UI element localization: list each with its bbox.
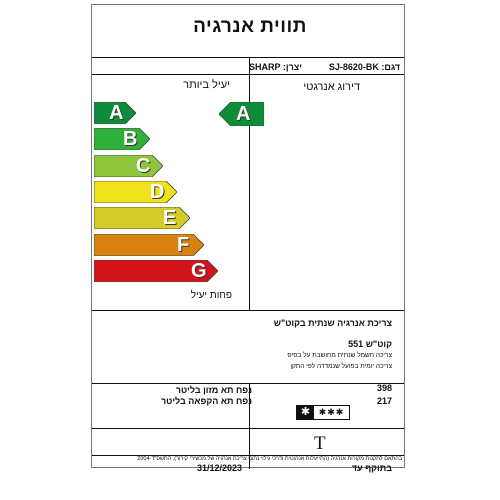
energy-class-letter: C xyxy=(136,155,151,177)
annual-consumption-value: 551 קוט"ש xyxy=(348,339,392,349)
less-efficient-label: פחות יעיל xyxy=(190,290,232,301)
freezer-volume-label: נפח תא הקפאה בליטר xyxy=(160,396,252,406)
energy-rating-letter: A xyxy=(236,103,251,125)
annual-consumption-label: צריכת אנרגיה שנתית בקוט"ש xyxy=(273,318,392,328)
model: SJ-8620-BK :דגם xyxy=(328,62,400,72)
freezer-volume-value: 217 xyxy=(376,396,392,406)
star-icons: ✱✱✱ xyxy=(318,407,345,417)
regulation-footnote: בהתאם לתקנות מקורות אנרגיה (התייעלות אנרגטית ודרכי גילוי נתוני צריכת אנרגיה של מכשירי קירור), התשס"ד-2004 xyxy=(137,456,402,462)
snowflake-icon: ✱ xyxy=(297,406,314,419)
energy-class-bar-d xyxy=(94,181,177,203)
energy-rating-arrow xyxy=(219,102,264,126)
energy-class-letter: A xyxy=(109,102,124,124)
energy-class-bar-f xyxy=(94,234,204,256)
energy-class-letter: F xyxy=(177,234,190,256)
consumption-note-2: צריכה יומית בפועל שנמדדה לפי התקן xyxy=(290,363,392,370)
energy-class-bar-g xyxy=(94,260,218,282)
section-divider-1 xyxy=(92,310,404,311)
header-divider xyxy=(92,74,404,75)
energy-class-letter: D xyxy=(150,181,165,203)
fresh-volume-value: 398 xyxy=(376,383,392,393)
label-title: תווית אנרגיה xyxy=(193,16,307,37)
energy-class-letter: E xyxy=(163,207,177,229)
climate-class: T xyxy=(314,433,326,454)
manufacturer: SHARP :יצרן xyxy=(249,62,302,72)
energy-class-letter: G xyxy=(191,260,207,282)
freezer-star-rating xyxy=(296,405,350,420)
column-divider xyxy=(249,58,250,310)
energy-class-bar-c xyxy=(94,155,163,177)
energy-class-letter: B xyxy=(123,128,138,150)
valid-until-label: בתוקף עד xyxy=(351,463,392,473)
section-divider-2 xyxy=(92,383,404,384)
consumption-note-1: צריכה חשמל שנתית מחושבת על בסיס xyxy=(287,352,392,359)
fresh-volume-label: נפח תא מזון בליטר xyxy=(175,385,252,395)
efficient-label: יעיל ביותר xyxy=(183,79,230,91)
valid-until-date: 31/12/2023 xyxy=(197,463,243,473)
rating-label: דירוג אנרגטי xyxy=(303,81,360,93)
energy-class-bar-e xyxy=(94,207,190,229)
energy-class-bar-a xyxy=(94,102,136,124)
section-divider-3 xyxy=(92,428,404,429)
energy-class-bar-b xyxy=(94,128,150,150)
